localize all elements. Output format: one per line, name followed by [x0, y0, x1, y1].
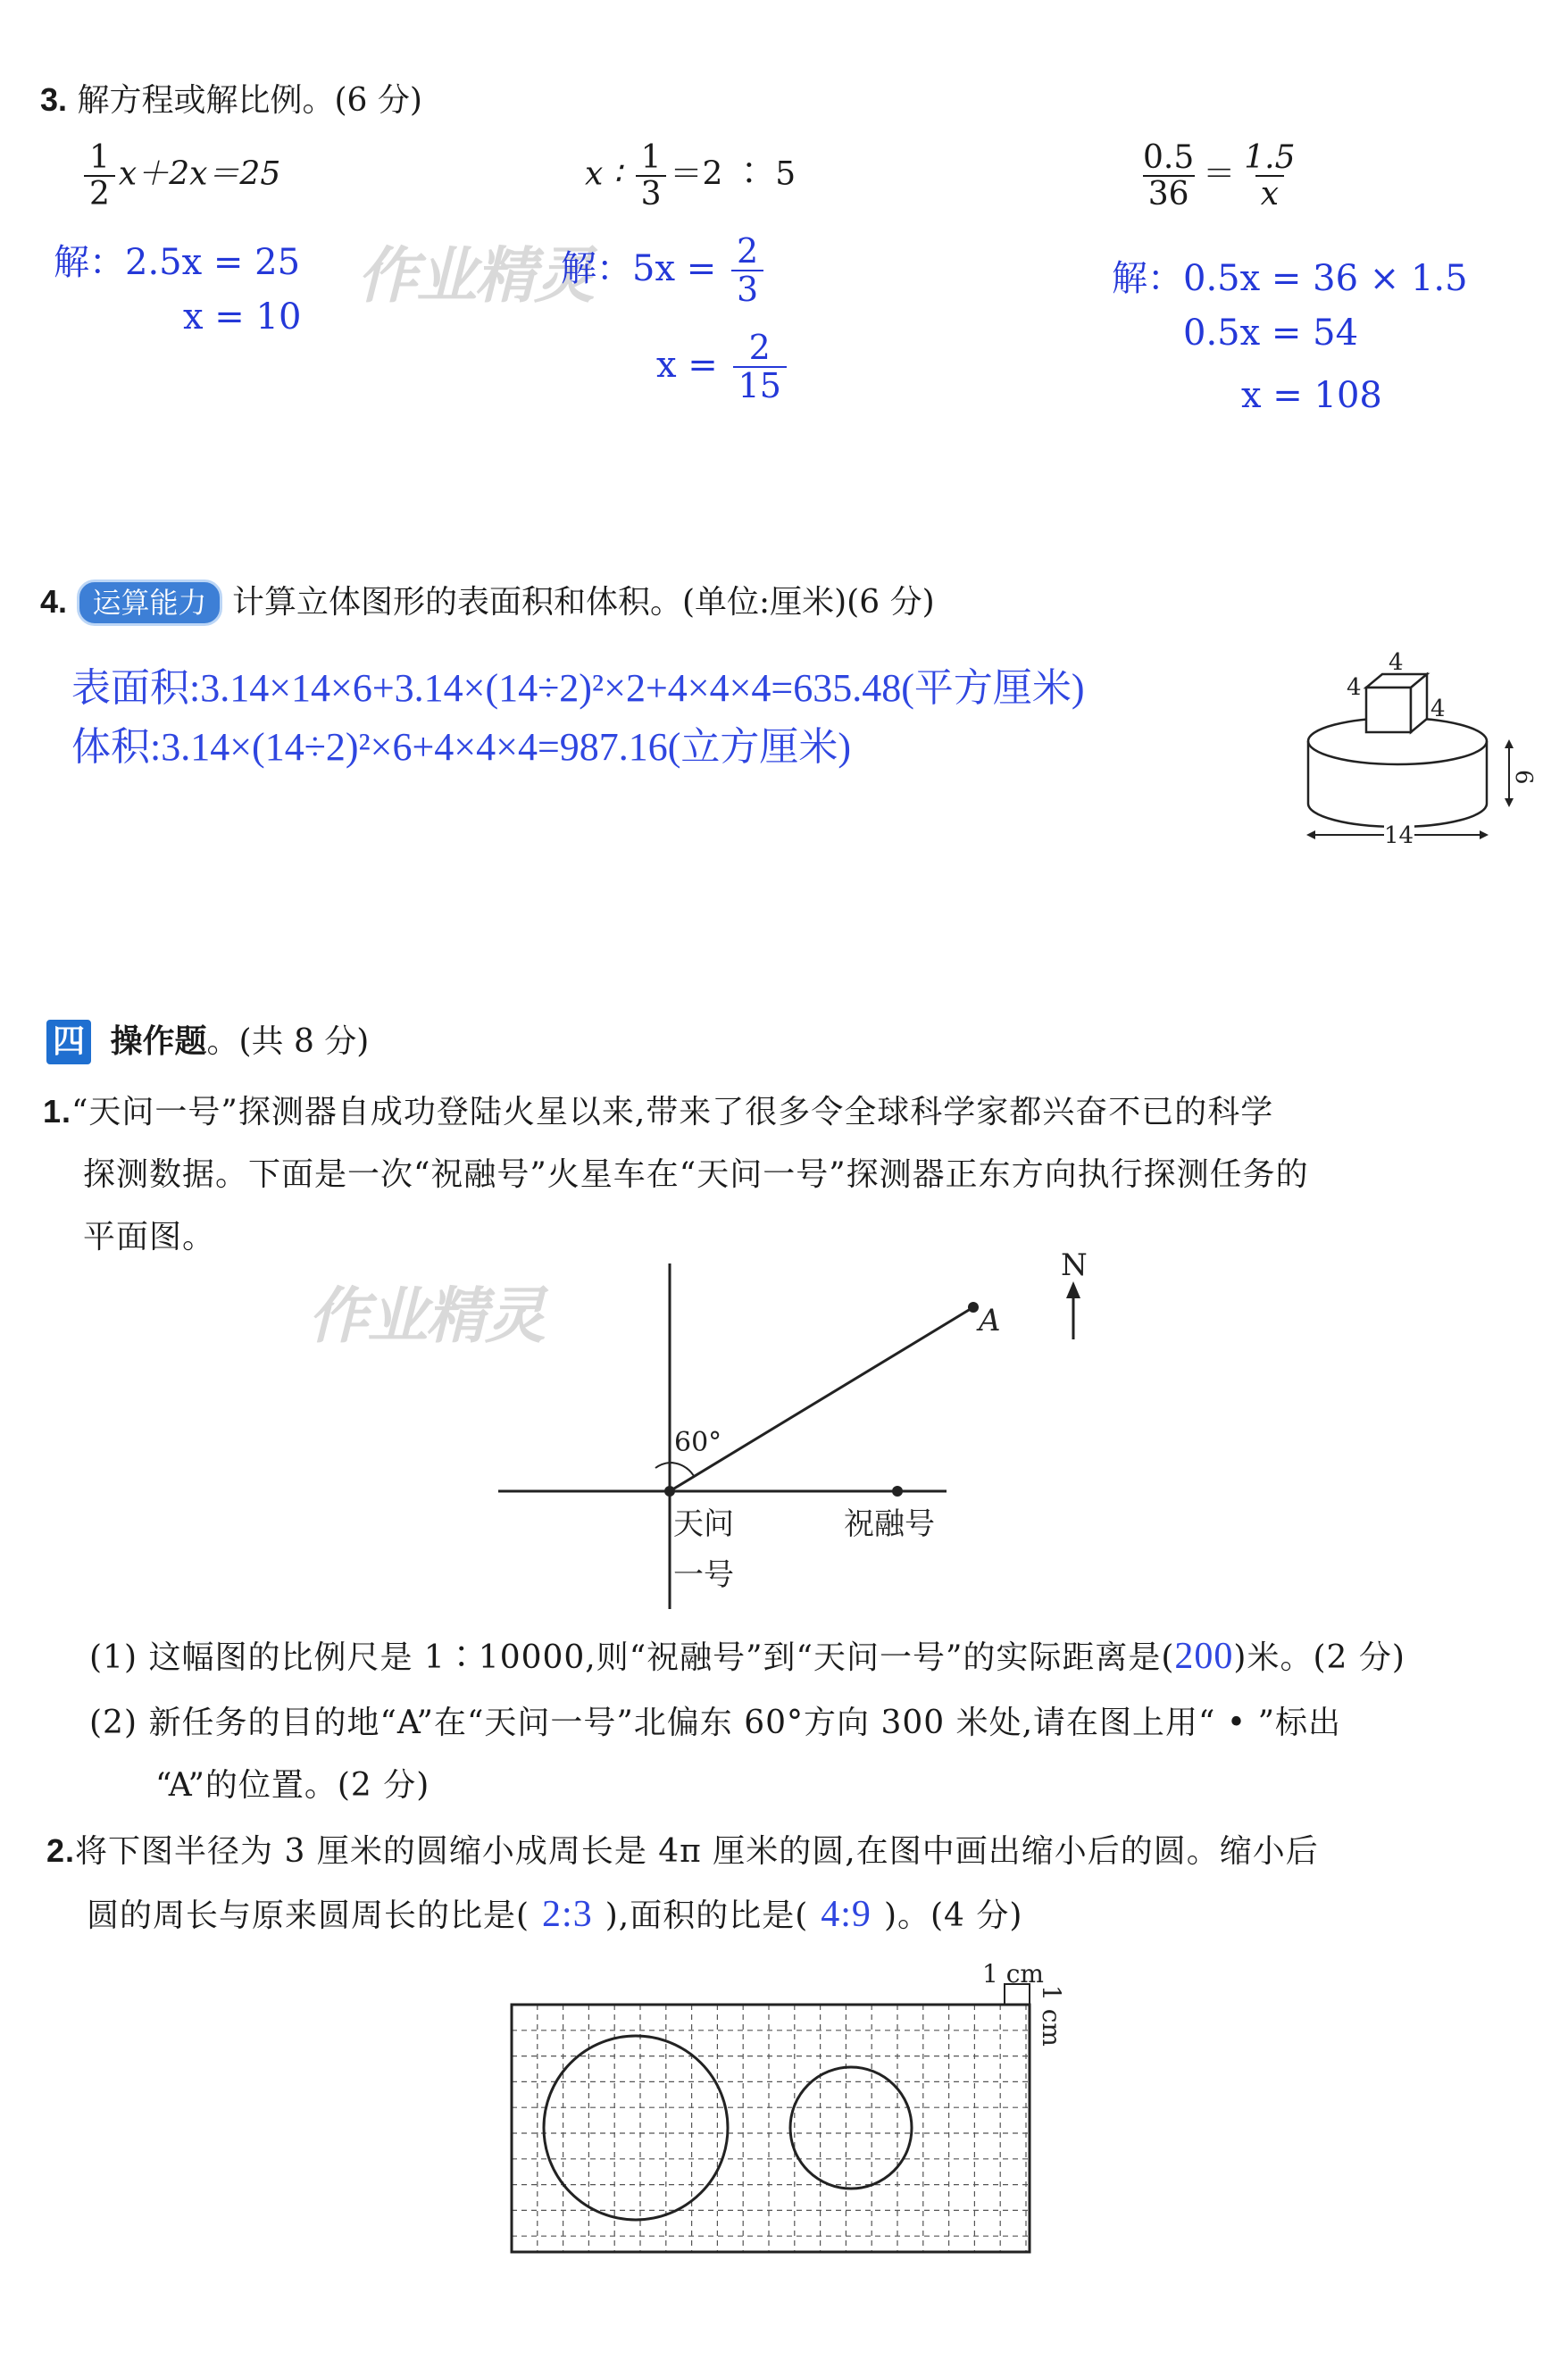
watermark-1: 作业精灵 [357, 241, 594, 312]
q3-eq2-answer-2: x = $\frac{2}{15}$ [656, 330, 790, 405]
op2-text: 2.将下图半径为 3 厘米的圆缩小成周长是 4π 厘米的圆,在图中画出缩小后的圆。缩小后 圆的周长与原来圆周长的比是( 2:3 ),面积的比是( 4:9 )。(4 分) [46, 1832, 1319, 1935]
op2-grid-figure [500, 1960, 1080, 2264]
op1-number: 1. [43, 1093, 72, 1130]
q4-number: 4. [40, 583, 68, 620]
op1-sub1: (1) 这幅图的比例尺是 1∶10000,则“祝融号”到“天问一号”的实际距离是(200)米。(2 分) [89, 1636, 1405, 1677]
q3-eq2: x ∶ $\frac{1}{3}$ ＝2 ∶ 5 [585, 139, 797, 213]
unit-label-v: 1 cm [1037, 1985, 1066, 2047]
q3-eq2-answer-1: 解：5x = $\frac{2}{3}$ [561, 234, 767, 309]
q3-heading [40, 75, 422, 121]
q4-volume-answer: 体积:3.14×(14÷2)²×6+4×4×4=987.16(立方厘米) [71, 725, 852, 769]
q3-title: 解方程或解比例。(6 分) [77, 82, 422, 119]
op2-number: 2. [46, 1832, 76, 1869]
section4-score: 。(共 8 分) [206, 1023, 370, 1060]
section-badge: 四 [46, 1020, 91, 1064]
op1-map [491, 1241, 1116, 1616]
origin-label-2: 一号 [673, 1557, 734, 1593]
q4-title: 计算立体图形的表面积和体积。(单位:厘米)(6 分) [231, 584, 935, 621]
cube-top-label: 4 [1389, 649, 1404, 676]
q3-eq3-answer-1: 解：0.5x = 36 × 1.5 [1112, 258, 1468, 299]
angle-label: 60° [674, 1427, 722, 1458]
op2-area-answer: 4:9 [821, 1894, 872, 1935]
unit-label-h: 1 cm [982, 1960, 1044, 1989]
height-label: 6 [1510, 770, 1537, 785]
origin-label-1: 天问 [673, 1506, 734, 1542]
q4-surface-answer: 表面积:3.14×14×6+3.14×(14÷2)²×2+4×4×4=635.48(平方厘米) [71, 666, 1085, 710]
point-a-label: A [979, 1303, 1001, 1338]
q3-eq1: $\frac{1}{2}$ x＋2x＝25 [80, 141, 280, 212]
q3-eq1-answer-2: x = 10 [183, 296, 302, 338]
section4-title: 操作题 [110, 1023, 207, 1060]
watermark-2: 作业精灵 [308, 1281, 545, 1352]
ability-tag: 运算能力 [77, 580, 221, 626]
diameter-label: 14 [1384, 822, 1414, 849]
section4-heading [46, 1016, 369, 1064]
op1-sub2: (2) 新任务的目的地“A”在“天问一号”北偏东 60°方向 300 米处,请在图上用“ • ”标出 “A”的位置。(2 分) [89, 1705, 1341, 1804]
rover-label: 祝融号 [844, 1506, 935, 1542]
op1-sub1-answer: 200 [1174, 1636, 1234, 1677]
cube-left-label: 4 [1347, 674, 1362, 701]
q3-eq3-answer-2: 0.5x = 54 [1183, 313, 1359, 354]
q4-heading [40, 577, 935, 626]
q4-solid-figure [1286, 643, 1545, 862]
cube-right-label: 4 [1430, 696, 1446, 722]
op1-text: 1.“天问一号”探测器自成功登陆火星以来,带来了很多令全球科学家都兴奋不已的科学 探测数据。下面是一次“祝融号”火星车在“天问一号”探测器正东方向执行探测任务的 平面图。 [43, 1093, 1309, 1255]
q3-eq1-answer-1: 解：2.5x = 25 [54, 242, 301, 283]
q3-eq3: $\frac{0.5}{36}$ ＝ $\frac{1.5}{x}$ [1143, 139, 1296, 213]
north-label: N [1061, 1247, 1088, 1283]
op2-ratio-answer: 2:3 [542, 1894, 593, 1935]
q3-number: 3. [40, 81, 68, 118]
q3-eq3-answer-3: x = 108 [1241, 375, 1382, 416]
